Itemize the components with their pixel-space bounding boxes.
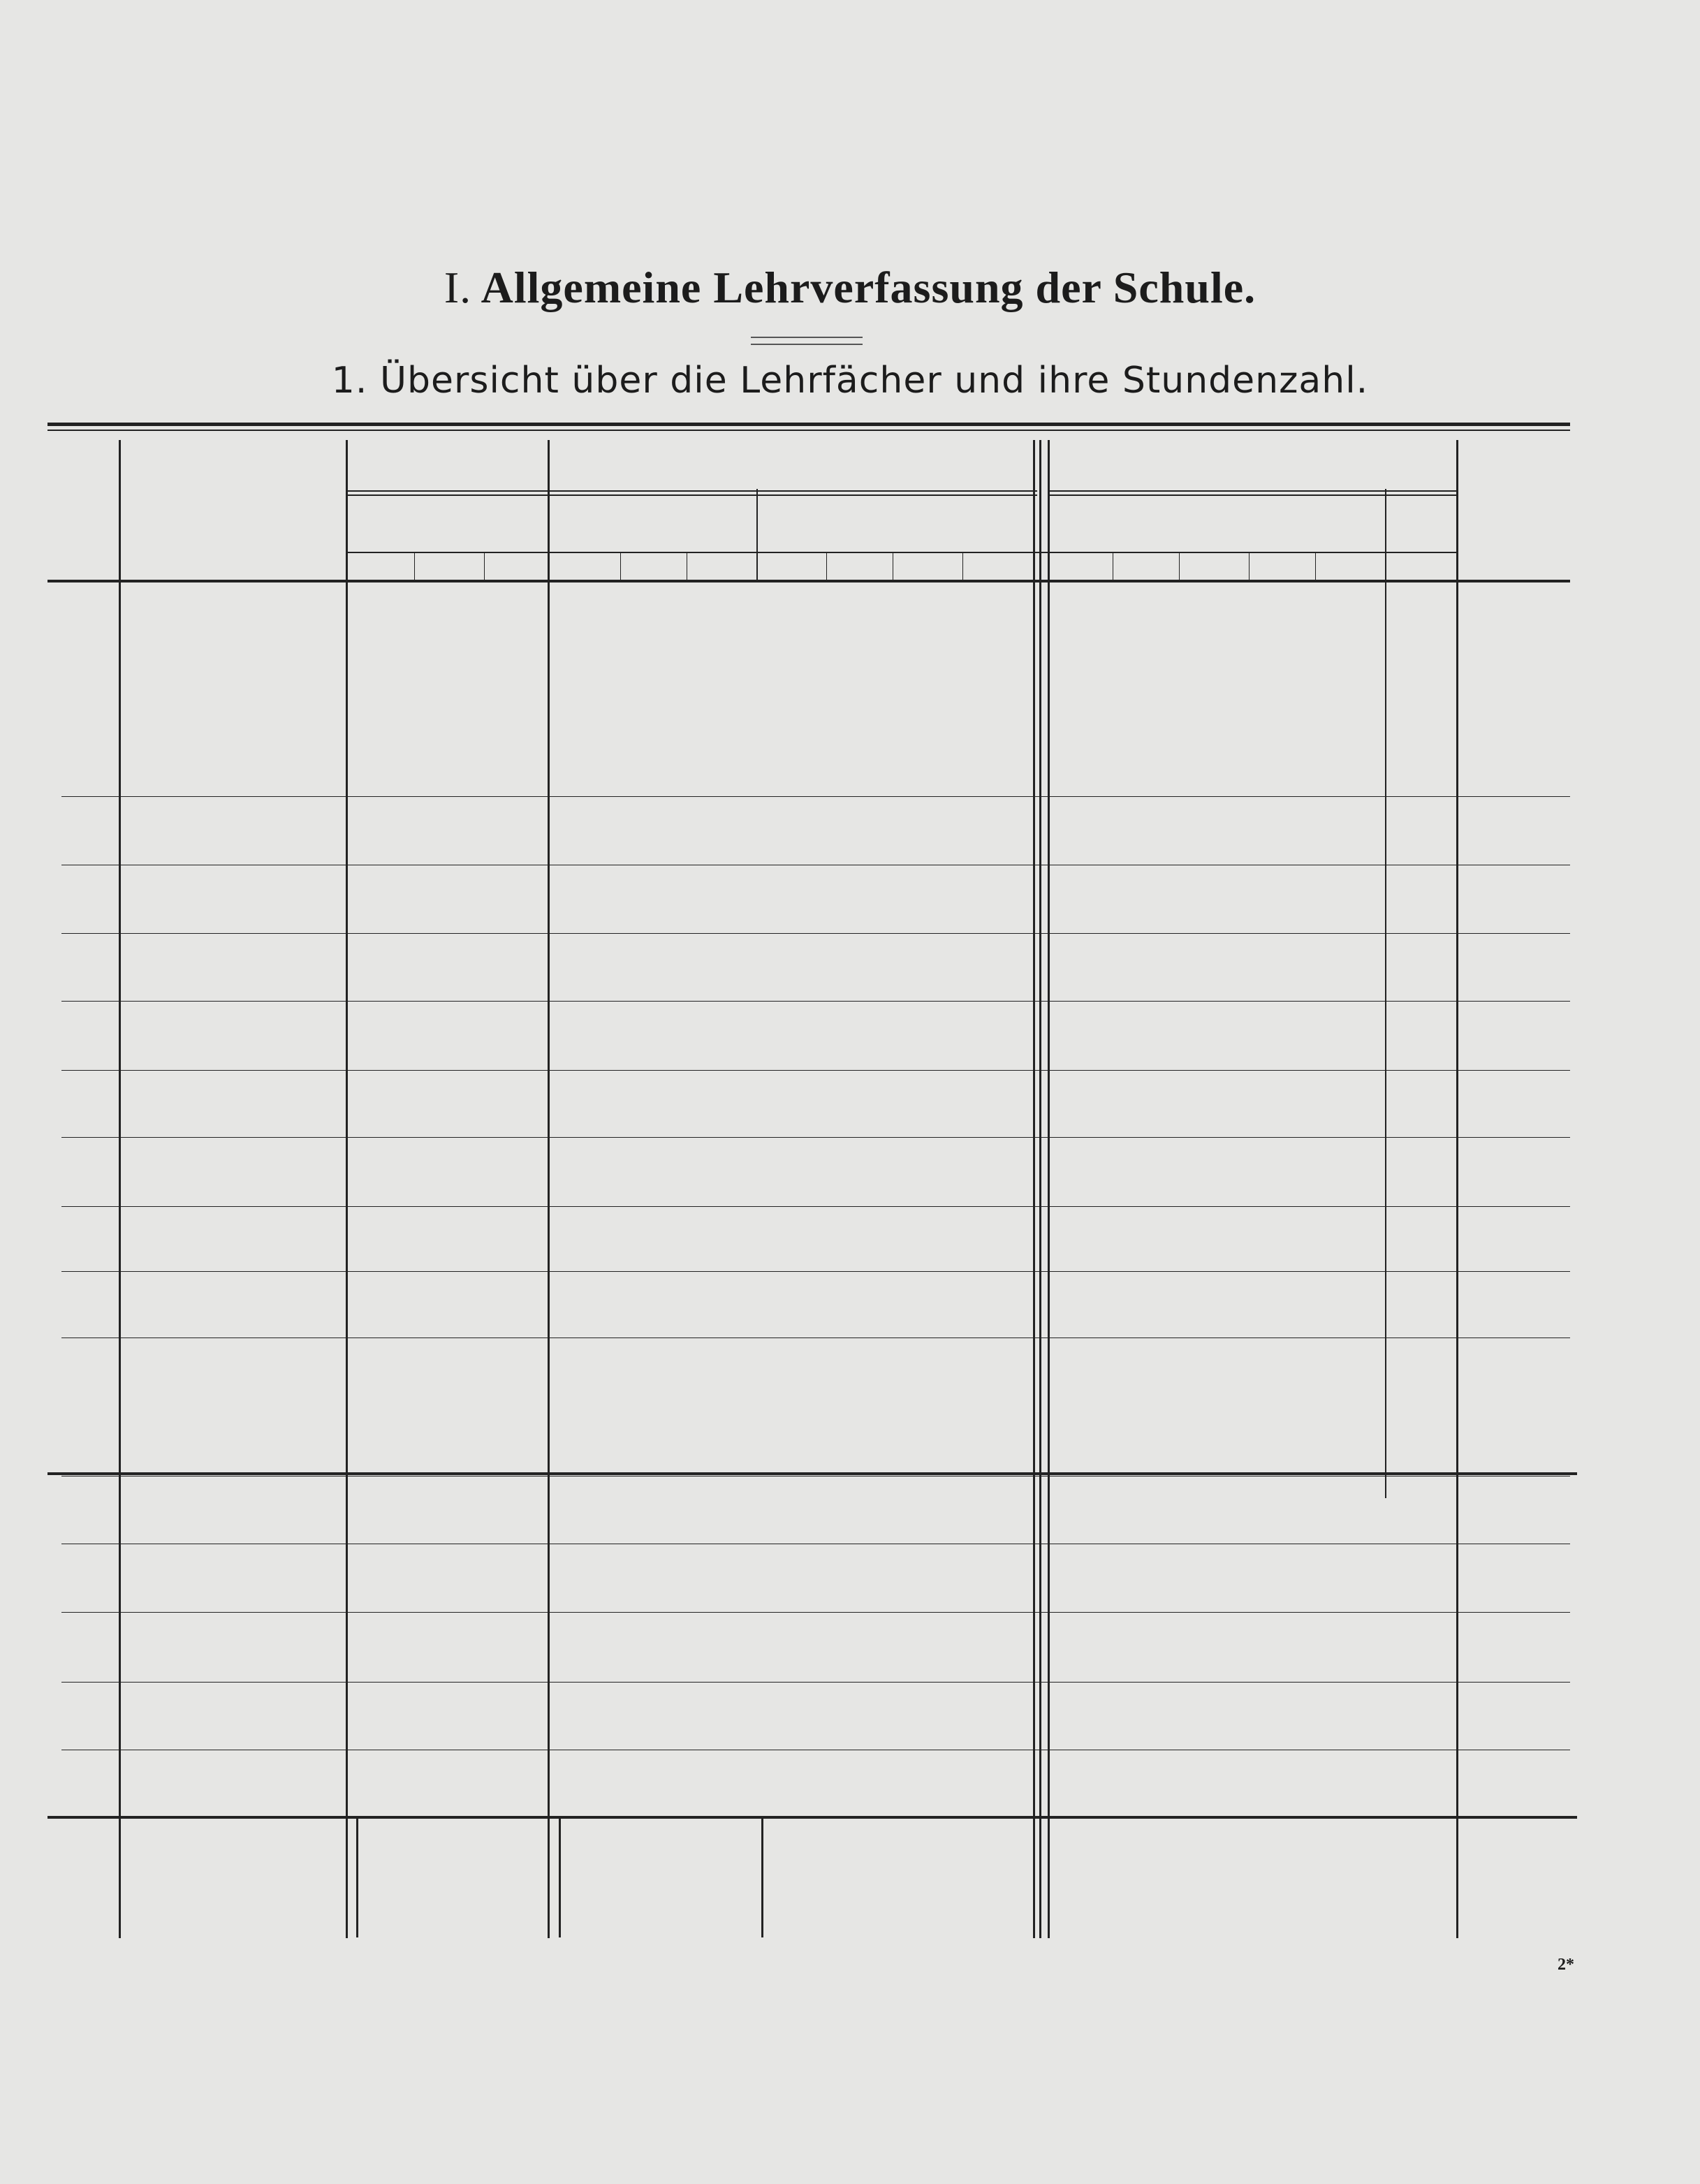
column-divider	[1179, 552, 1180, 580]
group-rule	[1048, 490, 1456, 492]
fach-right-rule	[346, 440, 348, 1938]
row-rule	[61, 1612, 1570, 1613]
table-top-rule	[47, 430, 1570, 431]
row-rule	[61, 1137, 1570, 1138]
footer-divider	[761, 1819, 763, 1937]
header-bottom-rule	[47, 580, 1570, 582]
column-divider	[484, 552, 485, 580]
column-divider	[1249, 552, 1250, 580]
row-rule	[61, 796, 1570, 797]
column-divider	[1315, 552, 1316, 580]
erteilte-left-rule	[1456, 440, 1458, 1938]
religionslehre-label	[161, 604, 189, 786]
row-rule	[61, 933, 1570, 934]
column-divider	[962, 552, 963, 580]
group-rule	[1048, 494, 1456, 496]
lyzeum-right-rule	[1039, 440, 1041, 1938]
table-top-rule	[47, 423, 1570, 426]
page-title	[0, 262, 1700, 314]
title-number: I.	[444, 263, 472, 312]
row-rule	[61, 1337, 1570, 1338]
vorschule-right-rule	[548, 440, 550, 1938]
lyzeum-right-rule	[1048, 440, 1050, 1938]
lde-nr-header	[70, 457, 98, 569]
title-divider	[751, 337, 863, 345]
group-rule	[346, 494, 1037, 496]
group-rule	[346, 490, 1037, 492]
column-divider	[620, 552, 621, 580]
row-rule	[61, 1682, 1570, 1683]
erteilte-fachstunden-header	[1481, 447, 1530, 587]
page-subtitle: 1. Übersicht über die Lehrfächer und ihre Stundenzahl.	[331, 360, 1369, 402]
row-rule	[61, 1206, 1570, 1207]
column-header-rule	[346, 552, 1456, 553]
column-divider	[756, 552, 757, 580]
lyzeum-right-rule	[1033, 440, 1035, 1938]
footer-divider	[356, 1819, 358, 1937]
column-divider	[1385, 552, 1386, 580]
footer-divider	[1456, 1819, 1458, 1937]
column-divider	[826, 552, 827, 580]
fach-left-rule	[119, 440, 121, 1938]
section-rule	[47, 1472, 1577, 1475]
footer-divider	[1048, 1819, 1050, 1937]
footer-divider	[559, 1819, 561, 1937]
row-rule	[61, 1001, 1570, 1002]
title-text: Allgemeine Lehrverfassung der Schule.	[481, 263, 1256, 312]
column-divider	[414, 552, 415, 580]
page-number: 2*	[1558, 1956, 1574, 1974]
row-rule	[61, 1271, 1570, 1272]
aufbau-left-rule	[1385, 489, 1386, 1498]
naturwissenschaften-label	[141, 1296, 191, 1478]
footer-top-rule	[47, 1816, 1577, 1819]
row-rule	[61, 1070, 1570, 1071]
